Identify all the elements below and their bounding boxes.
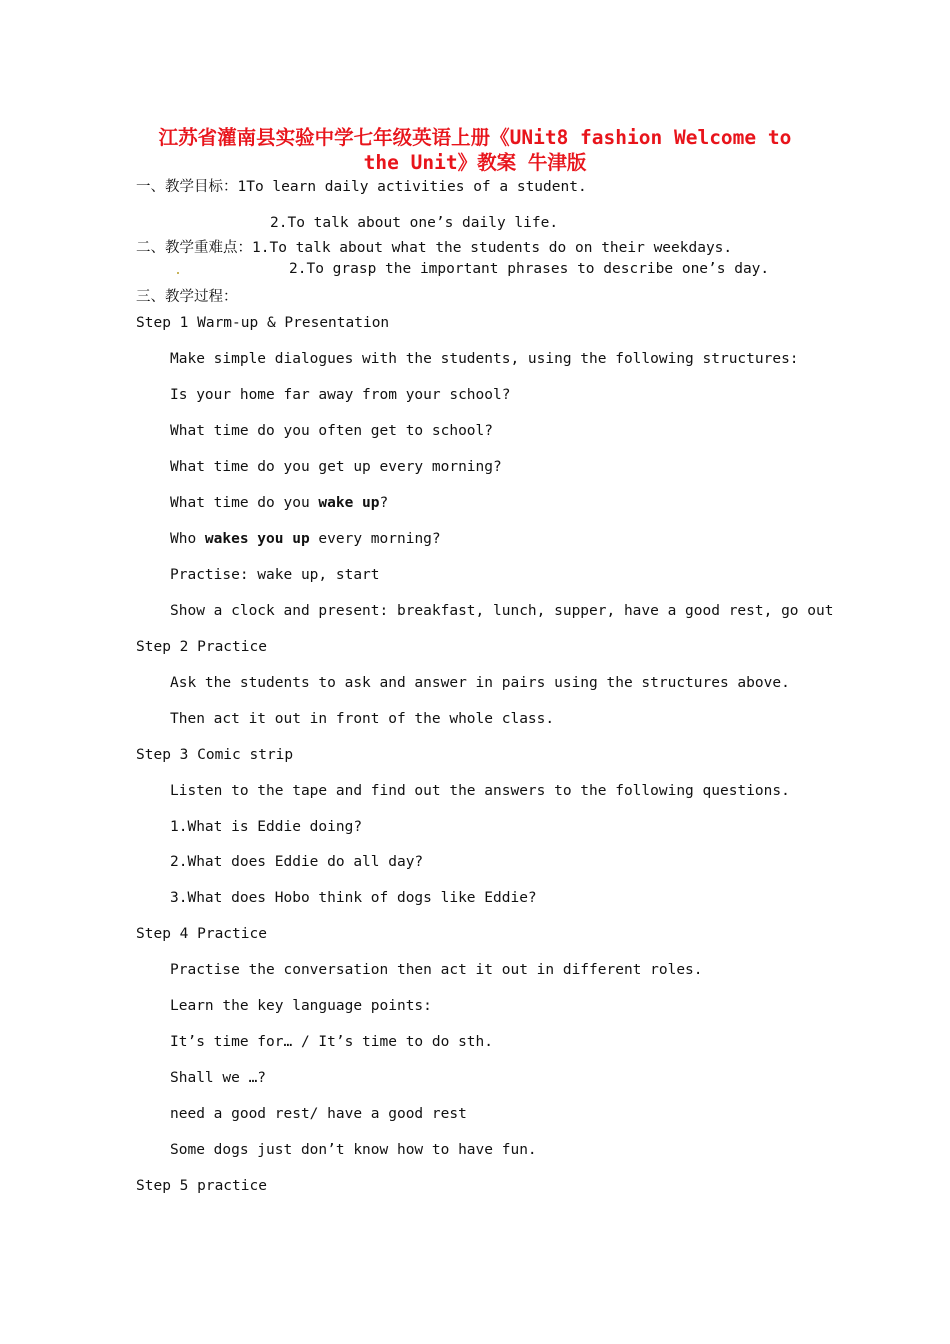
step4-heading: Step 4 Practice bbox=[136, 926, 267, 942]
step1-question-5 bbox=[170, 530, 441, 548]
objective-2: 2.To talk about one’s daily life. bbox=[270, 215, 559, 231]
step3-question-1: 1.What is Eddie doing? bbox=[170, 819, 363, 835]
step1-question-5-end: every morning? bbox=[309, 531, 441, 547]
step1-question-3: What time do you get up every morning? bbox=[170, 459, 502, 475]
step1-question-4-text: What time do you bbox=[170, 495, 319, 511]
step4-line-2: Learn the key language points: bbox=[170, 998, 432, 1014]
step4-line-3: It’s time for… / It’s time to do sth. bbox=[170, 1034, 494, 1050]
step1-question-1: Is your home far away from your school? bbox=[170, 387, 511, 403]
objective-1: 1To learn daily activities of a student. bbox=[237, 179, 587, 195]
step1-question-4-bold: wake up bbox=[318, 495, 380, 511]
document-title-line-1: 江苏省灌南县实验中学七年级英语上册《UNit8 fashion Welcome to bbox=[158, 126, 792, 149]
process-label: 三、教学过程： bbox=[136, 289, 238, 305]
key-point-1: 1.To talk about what the students do on their weekdays. bbox=[252, 240, 733, 256]
step1-question-2: What time do you often get to school? bbox=[170, 423, 494, 439]
step1-question-5-text: Who bbox=[170, 531, 205, 547]
document-title-line-2: the Unit》教案 牛津版 bbox=[363, 151, 587, 174]
step5-heading: Step 5 practice bbox=[136, 1178, 267, 1194]
step4-line-4: Shall we …? bbox=[170, 1070, 267, 1086]
key-point-2: 2.To grasp the important phrases to describe one’s day. bbox=[289, 261, 770, 277]
step3-intro: Listen to the tape and find out the answers to the following questions. bbox=[170, 783, 790, 799]
step4-line-1: Practise the conversation then act it out in different roles. bbox=[170, 962, 703, 978]
step3-heading: Step 3 Comic strip bbox=[136, 747, 294, 763]
step1-question-4 bbox=[170, 494, 388, 512]
step1-intro: Make simple dialogues with the students, using the following structures: bbox=[170, 351, 799, 367]
step4-line-5: need a good rest/ have a good rest bbox=[170, 1106, 467, 1122]
step1-question-5-bold: wakes you up bbox=[204, 531, 310, 547]
step1-show: Show a clock and present: breakfast, lunch, supper, have a good rest, go out bbox=[170, 603, 834, 619]
key-points-label: 二、教学重难点： bbox=[136, 240, 252, 256]
step2-line-2: Then act it out in front of the whole class. bbox=[170, 711, 555, 727]
step2-heading: Step 2 Practice bbox=[136, 639, 267, 655]
step2-line-1: Ask the students to ask and answer in pairs using the structures above. bbox=[170, 675, 790, 691]
speck-mark bbox=[177, 272, 179, 274]
step3-question-3: 3.What does Hobo think of dogs like Eddie? bbox=[170, 890, 537, 906]
step3-question-2: 2.What does Eddie do all day? bbox=[170, 854, 424, 870]
step1-heading: Step 1 Warm-up & Presentation bbox=[136, 315, 390, 331]
step4-line-6: Some dogs just don’t know how to have fun. bbox=[170, 1142, 537, 1158]
objectives-label: 一、教学目标： bbox=[136, 179, 238, 195]
step1-practise: Practise: wake up, start bbox=[170, 567, 380, 583]
key-points-row-1 bbox=[136, 239, 732, 257]
objectives-row-1 bbox=[136, 178, 587, 196]
step1-question-4-end: ? bbox=[379, 495, 389, 511]
